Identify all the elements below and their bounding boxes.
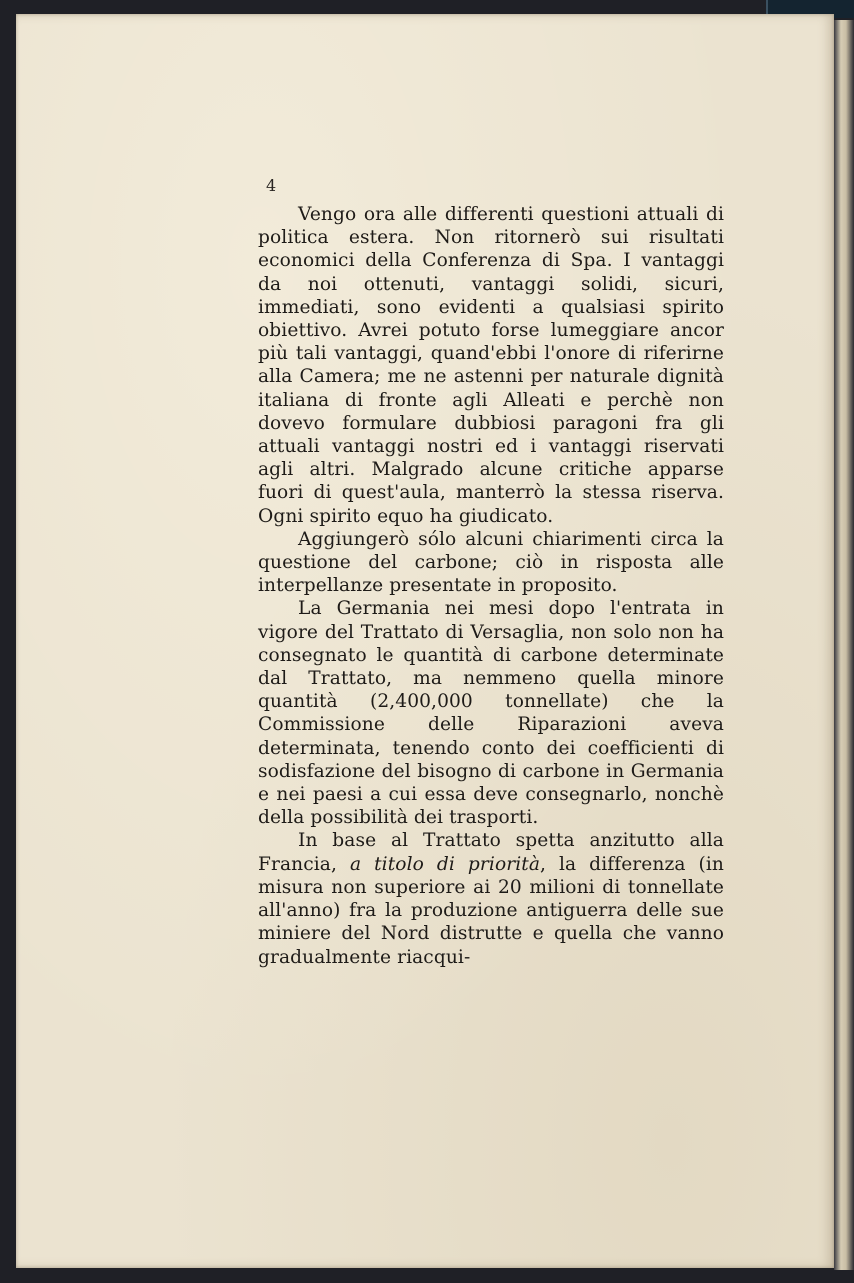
paragraph-3: La Germania nei mesi dopo l'entrata in vigore del Trattato di Versaglia, non solo non ha consegnato le quantità di carbone determinate dal Trattato, ma nemmeno quella minore quantità (2,400,000 tonnellate) che la Commissione delle Riparazioni aveva determinata, tenendo conto dei coefficienti di sodisfazione del bisogno di carbone in Germania e nei paesi a cui essa deve consegnarlo, nonchè della possibilità dei trasporti. <box>258 598 724 829</box>
page-edge <box>834 20 854 1270</box>
paragraph-4-start: In base al Trattato spetta anzitutto alla Francia, <box>258 830 724 875</box>
paragraph-4-end: , la differenza (in misura non superiore ai 20 milioni di tonnellate all'anno) fra la produzione antiguerra delle sue miniere del Nord distrutte e quella che vanno gradualmente riacqui- <box>258 853 724 968</box>
page-number: 4 <box>266 176 277 195</box>
body-text <box>258 203 724 969</box>
paragraph-4 <box>258 829 724 968</box>
paragraph-2: Aggiungerò sólo alcuni chiarimenti circa la questione del carbone; ciò in risposta alle interpellanze presentate in proposito. <box>258 528 724 597</box>
italic-phrase: a titolo di priorità <box>349 853 541 875</box>
paragraph-1: Vengo ora alle differenti questioni attuali di politica estera. Non ritornerò sui risultati economici della Conferenza di Spa. I vantaggi da noi ottenuti, vantaggi solidi, sicuri, immediati, sono evidenti a qualsiasi spirito obiettivo. Avrei potuto forse lumeggiare ancor più tali vantaggi, quand'ebbi l'onore di riferirne alla Camera; me ne astenni per naturale dignità italiana di fronte agli Alleati e perchè non dovevo formulare dubbiosi paragoni fra gli attuali vantaggi nostri ed i vantaggi riservati agli altri. Malgrado alcune critiche apparse fuori di quest'aula, manterrò la stessa riserva. Ogni spirito equo ha giudicato. <box>258 204 724 527</box>
